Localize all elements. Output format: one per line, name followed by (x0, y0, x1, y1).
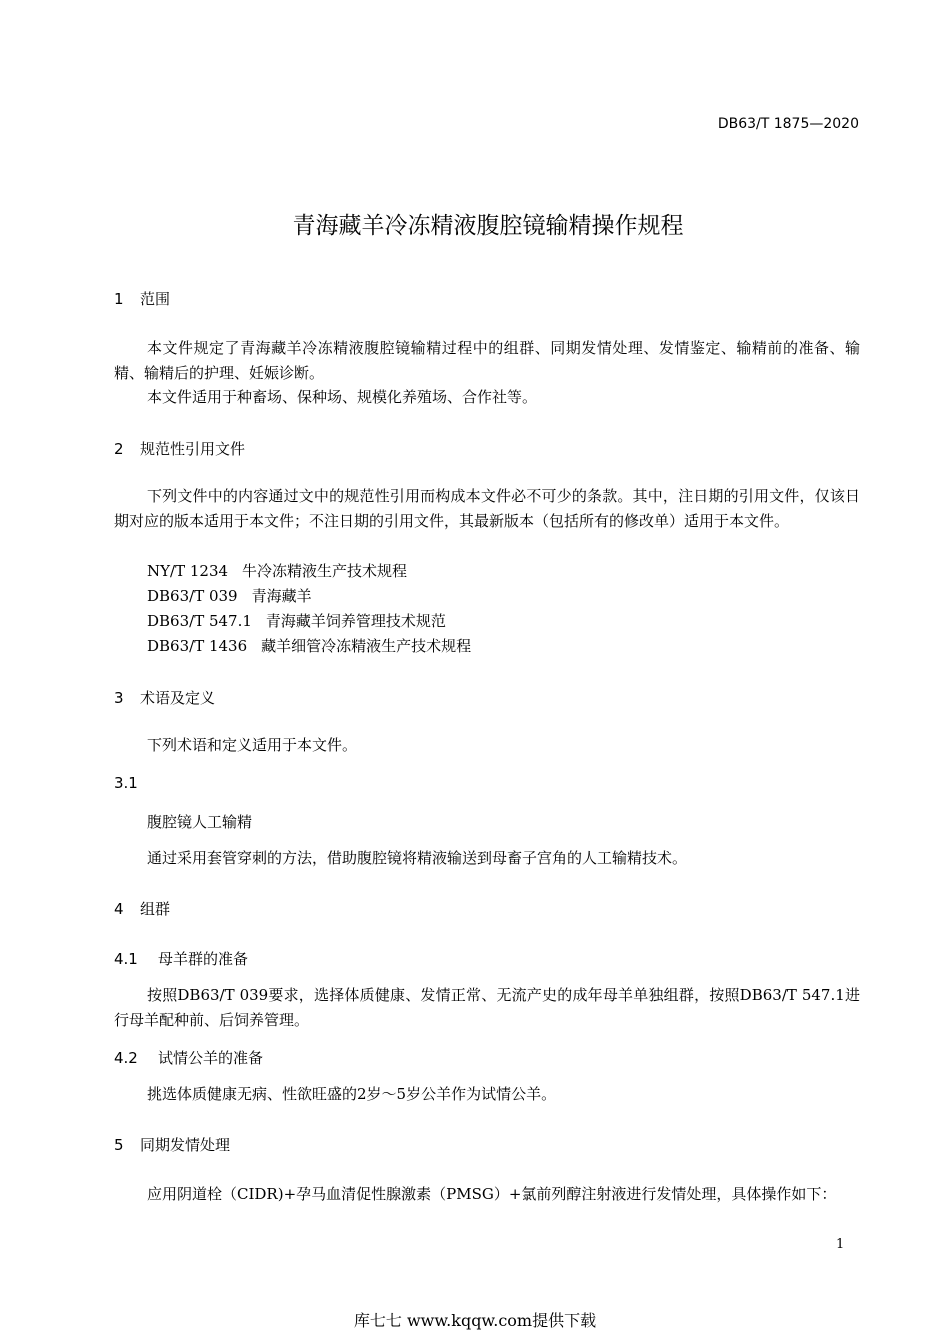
subsection-4-1-heading (114, 948, 248, 969)
document-title: 青海藏羊冷冻精液腹腔镜输精操作规程 (292, 213, 684, 239)
term-number: 3.1 (114, 774, 138, 792)
subsection-title: 试情公羊的准备 (158, 1049, 264, 1067)
reference-item (147, 560, 407, 581)
section-number: 2 (114, 440, 124, 458)
section-5-heading (114, 1134, 230, 1155)
reference-code: DB63/T 039 (147, 587, 238, 605)
reference-code: NY/T 1234 (147, 562, 229, 580)
section-4-heading (114, 898, 170, 919)
subsection-4-2-text: 挑选体质健康无病、性欲旺盛的2岁～5岁公羊作为试情公羊。 (147, 1085, 557, 1103)
subsection-4-1-text: 按照DB63/T 039要求，选择体质健康、发情正常、无流产史的成年母羊单独组群，按照DB63/T 547.1进行母羊配种前、后饲养管理。 (114, 986, 860, 1029)
section-2-heading (114, 438, 245, 459)
section-2-paragraph-1: 下列文件中的内容通过文中的规范性引用而构成本文件必不可少的条款。其中，注日期的引用文件，仅该日期对应的版本适用于本文件；不注日期的引用文件，其最新版本（包括所有的修改单）适用于本文件。 (114, 487, 860, 530)
section-number: 4 (114, 900, 124, 918)
section-title: 同期发情处理 (140, 1136, 231, 1154)
section-number: 1 (114, 290, 124, 308)
subsection-title: 母羊群的准备 (158, 950, 249, 968)
section-3-heading (114, 687, 215, 708)
page-number: 1 (836, 1237, 845, 1252)
subsection-number: 4.1 (114, 950, 138, 968)
section-title: 组群 (140, 900, 171, 918)
section-1-heading (114, 288, 170, 309)
section-number: 3 (114, 689, 124, 707)
section-3-paragraph-1: 下列术语和定义适用于本文件。 (147, 736, 358, 754)
section-number: 5 (114, 1136, 124, 1154)
section-1-paragraph-2: 本文件适用于种畜场、保种场、规模化养殖场、合作社等。 (147, 388, 538, 406)
section-title: 规范性引用文件 (140, 440, 246, 458)
standard-code: DB63/T 1875—2020 (717, 116, 859, 132)
section-title: 范围 (140, 290, 171, 308)
section-1-paragraph-1: 本文件规定了青海藏羊冷冻精液腹腔镜输精过程中的组群、同期发情处理、发情鉴定、输精前的准备、输精、输精后的护理、妊娠诊断。 (114, 339, 860, 382)
reference-code: DB63/T 547.1 (147, 612, 252, 630)
reference-item (147, 635, 471, 656)
reference-title: 藏羊细管冷冻精液生产技术规程 (261, 637, 472, 655)
subsection-number: 4.2 (114, 1049, 138, 1067)
term-name: 腹腔镜人工输精 (147, 813, 253, 831)
section-title: 术语及定义 (140, 689, 216, 707)
reference-title: 牛冷冻精液生产技术规程 (242, 562, 408, 580)
section-5-paragraph-1: 应用阴道栓（CIDR)+孕马血清促性腺激素（PMSG）+氯前列醇注射液进行发情处理，具体操作如下： (147, 1185, 837, 1203)
download-footer: 库七七 www.kqqw.com提供下载 (353, 1311, 597, 1330)
reference-item (147, 585, 312, 606)
reference-title: 青海藏羊 (251, 587, 312, 605)
reference-item (147, 610, 446, 631)
reference-title: 青海藏羊饲养管理技术规范 (265, 612, 446, 630)
term-definition: 通过采用套管穿刺的方法，借助腹腔镜将精液输送到母畜子宫角的人工输精技术。 (147, 849, 688, 867)
subsection-4-2-heading (114, 1047, 263, 1068)
reference-code: DB63/T 1436 (147, 637, 248, 655)
